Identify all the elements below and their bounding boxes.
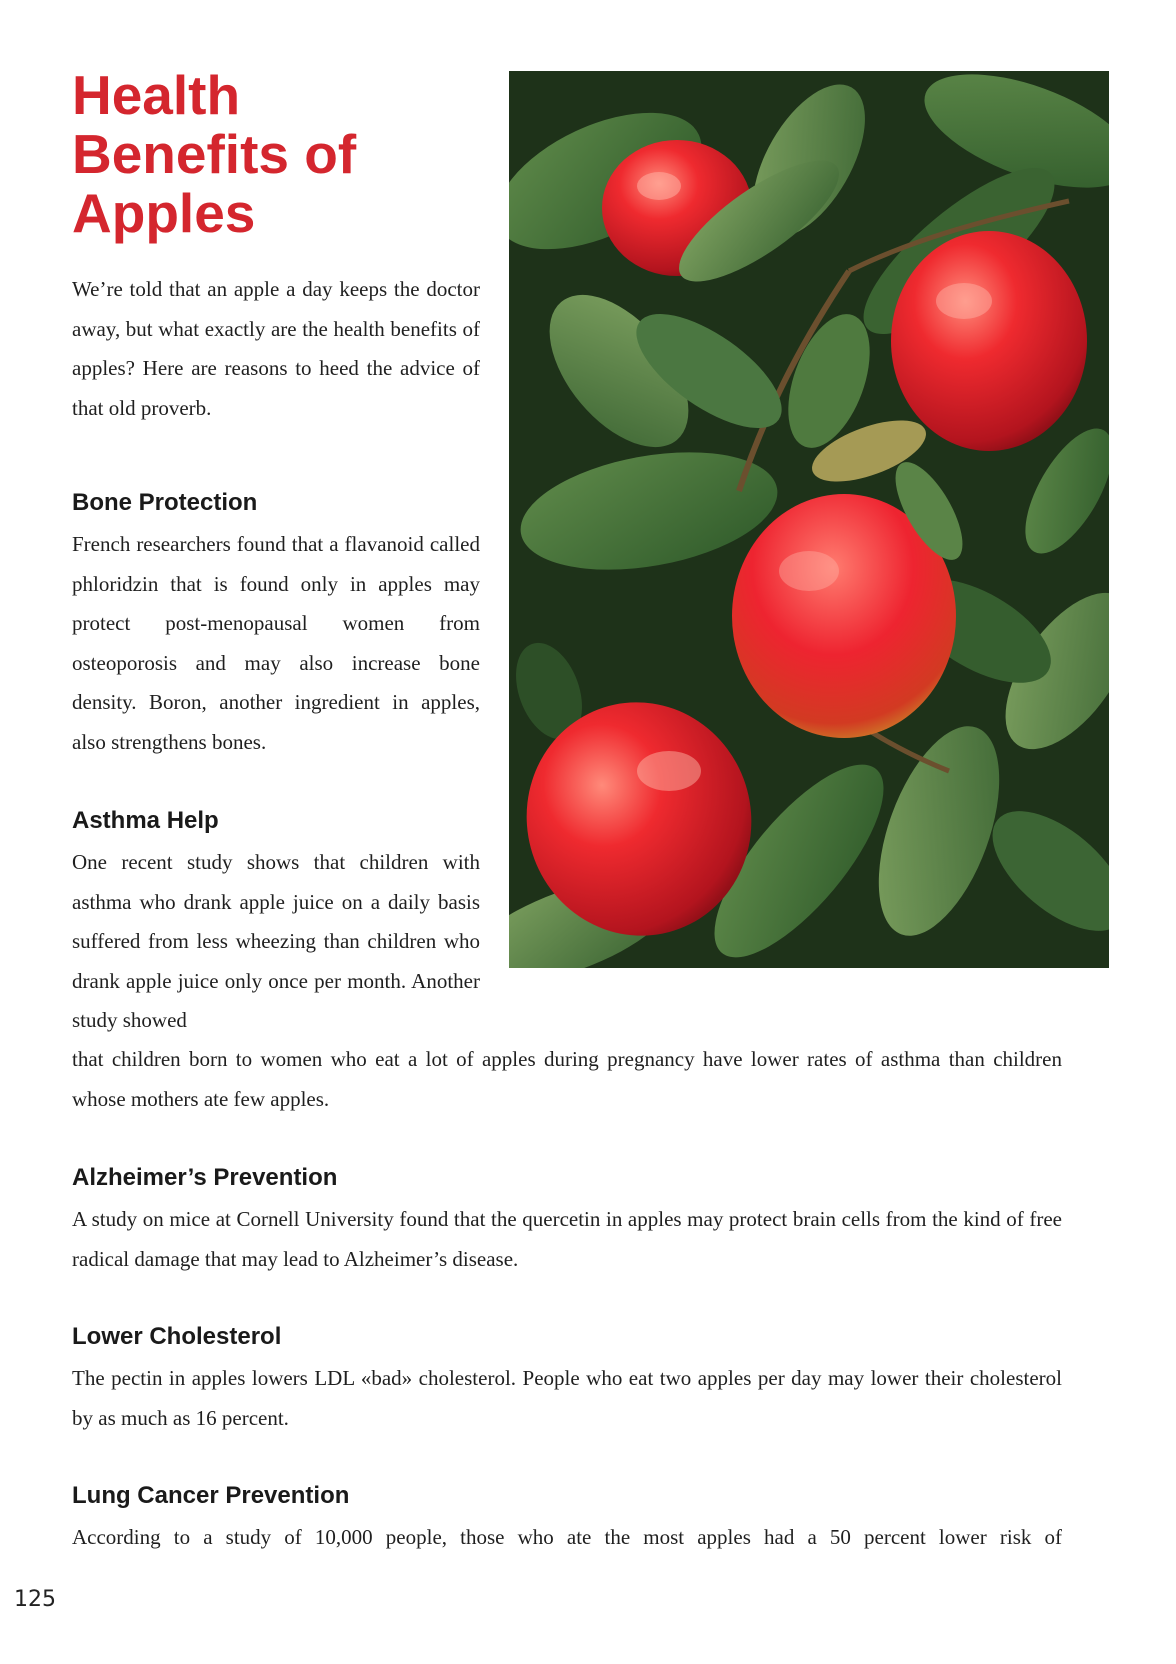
section-heading: Lung Cancer Prevention (72, 1482, 350, 1509)
apple-tree-illustration (509, 71, 1109, 968)
section-paragraph: A study on mice at Cornell University found that the quercetin in apples may protect brain cells from the kind of free radical damage that may lead to Alzheimer’s disease. (72, 1207, 1062, 1271)
apple-tree-photo (509, 71, 1109, 968)
intro-paragraph: We’re told that an apple a day keeps the doctor away, but what exactly are the health benefits of apples? Here are reasons to heed the advice of that old proverb. (72, 277, 480, 420)
section-paragraph: According to a study of 10,000 people, those who ate the most apples had a 50 percent lower risk of (72, 1525, 1062, 1549)
section-paragraph: The pectin in apples lowers LDL «bad» cholesterol. People who eat two apples per day may lower their cholesterol by as much as 16 percent. (72, 1366, 1062, 1430)
page-title: Health Benefits of Apples (72, 64, 357, 244)
section-paragraph: One recent study shows that children with asthma who drank apple juice on a daily basis suffered from less wheezing than children who drank apple juice only once per month. Another study showed (72, 850, 480, 1032)
page-number: 125 (14, 1587, 56, 1612)
section-alzheimers-prevention (72, 1163, 1062, 1279)
section-heading: Bone Protection (72, 489, 258, 516)
section-heading: Alzheimer’s Prevention (72, 1164, 338, 1191)
section-lung-cancer-prevention (72, 1481, 1062, 1558)
section-heading: Lower Cholesterol (72, 1323, 282, 1350)
section-asthma-help-continued (72, 1040, 1062, 1119)
intro-block (72, 270, 480, 428)
section-paragraph-continued: that children born to women who eat a lot of apples during pregnancy have lower rates of asthma than children whose mothers ate few apples. (72, 1047, 1062, 1111)
section-lower-cholesterol (72, 1322, 1062, 1438)
section-paragraph: French researchers found that a flavanoid called phloridzin that is found only in apples may protect post-menopausal women from osteoporosis and may also increase bone density. Boron, another ingredient in apples, also strengthens bones. (72, 532, 480, 754)
section-bone-protection (72, 488, 480, 762)
section-heading: Asthma Help (72, 807, 219, 834)
section-asthma-help (72, 806, 480, 1041)
